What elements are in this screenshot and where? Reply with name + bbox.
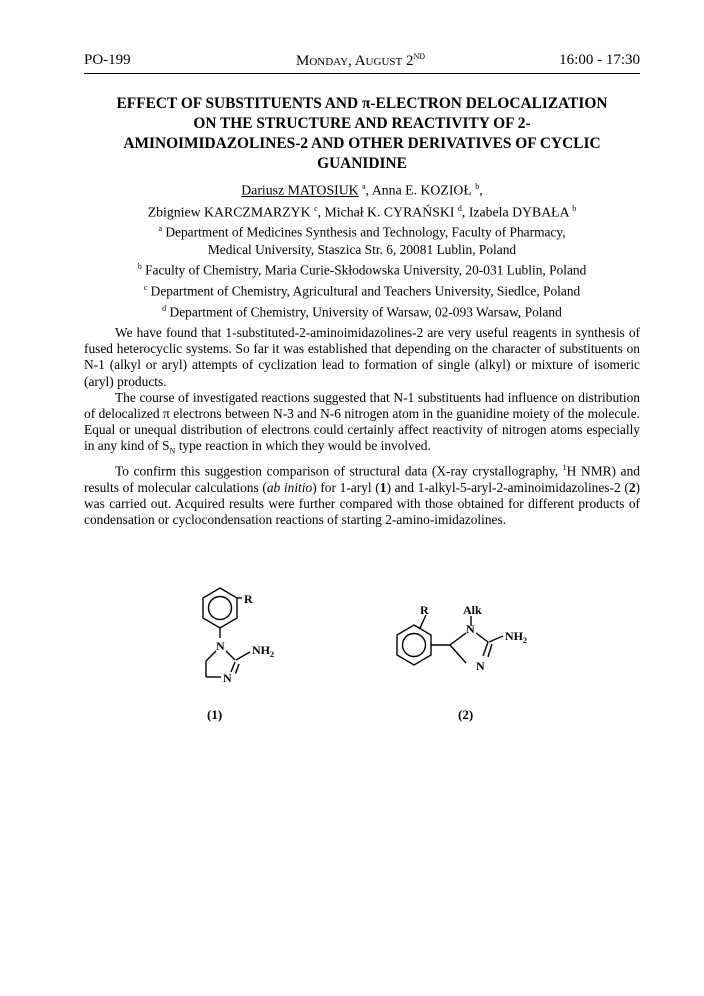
affiliations: $^a$ Department of Medicines Synthesis and Technology, Faculty of Pharmacy, Medical University, Staszica Str. 6, 20081 Lublin, Poland $^b$ Faculty of Chemistry, Maria Curie-Skłodowska University, 20-031 Lublin, Poland $^c$ Department of Chemistry, Agricultural and Teachers University, Siedlce, Poland $^d$ Department of Chemistry, University of Warsaw, 02-093 Warsaw, Poland [137,224,587,320]
amine-label-2: NH [505,629,523,643]
substituent-r-2: R [420,603,429,617]
abstract-body [84,325,640,529]
svg-text:NH2: $NH_2$ [252,643,274,659]
structure-1-label: (1) [207,707,223,722]
structure-2-label: (2) [458,707,474,722]
svg-text:NH2: $NH_2$ [505,629,527,645]
alkyl-label-2: Alk [463,603,482,617]
page-header [84,52,640,74]
paragraph-1: We have found that 1-substituted-2-aminoimidazolines-2 are very useful reagents in synthesis of fused heterocyclic systems. So far it was established that depending on the character of substituents on N-1 (alkyl or aryl) attempts of cyclization lead to formation of single (alkyl) or mixture of isomeric (aryl) products. [84,325,640,389]
n3-label-1: N [223,671,232,685]
paper-title: EFFECT OF SUBSTITUENTS AND π-ELECTRON DELOCALIZATION ON THE STRUCTURE AND REACTIVITY OF 2- AMINOIMIDAZOLINES-2 AND OTHER DERIVATIVES OF CYCLIC GUANIDINE [116,95,608,172]
poster-code: PO-199 [84,52,131,68]
header-rule [84,73,640,74]
paragraph-3: To confirm this suggestion comparison of structural data (X-ray crystallography, $^1$H NMR) and results of molecular calculations (ab initio) for 1-aryl (1) and 1-alkyl-5-aryl-2-aminoimidazolines-2 (2) was carried out. Acquired results were further compared with those obtained for different products of condensation or cyclocondensation reactions of starting 2-amino-imidazolines. [84,463,640,528]
session-time: 16:00 - 17:30 [559,52,640,68]
n3-label-2: N [476,659,485,673]
n1-label-1: N [216,639,225,653]
structure-2 [390,600,550,700]
presenting-author: Dariusz MATOSIUK [241,182,359,198]
amine-label-1: NH [252,643,270,657]
paragraph-2: The course of investigated reactions suggested that N-1 substituents had influence on distribution of delocalized π electrons between N-3 and N-6 nitrogen atom in the guanidine moiety of the molecule. Equal or unequal distribution of electrons could certainly affect reactivity of nitrogen atoms especially in any kind of $S_N$ type reaction in which they would be involved. [84,389,640,457]
substituent-r-1: R [244,592,253,606]
author-list: Dariusz MATOSIUK $^a$, Anna E. KOZIOŁ $^b$, Zbigniew KARCZMARZYK $^c$, Michał K. CYRAŃSKI $^d$, Izabela DYBAŁA $^b$ [147,182,577,220]
structure-1 [180,570,300,700]
n1-label-2: N [466,622,475,636]
session-date: Monday, August 2ND [296,52,426,69]
